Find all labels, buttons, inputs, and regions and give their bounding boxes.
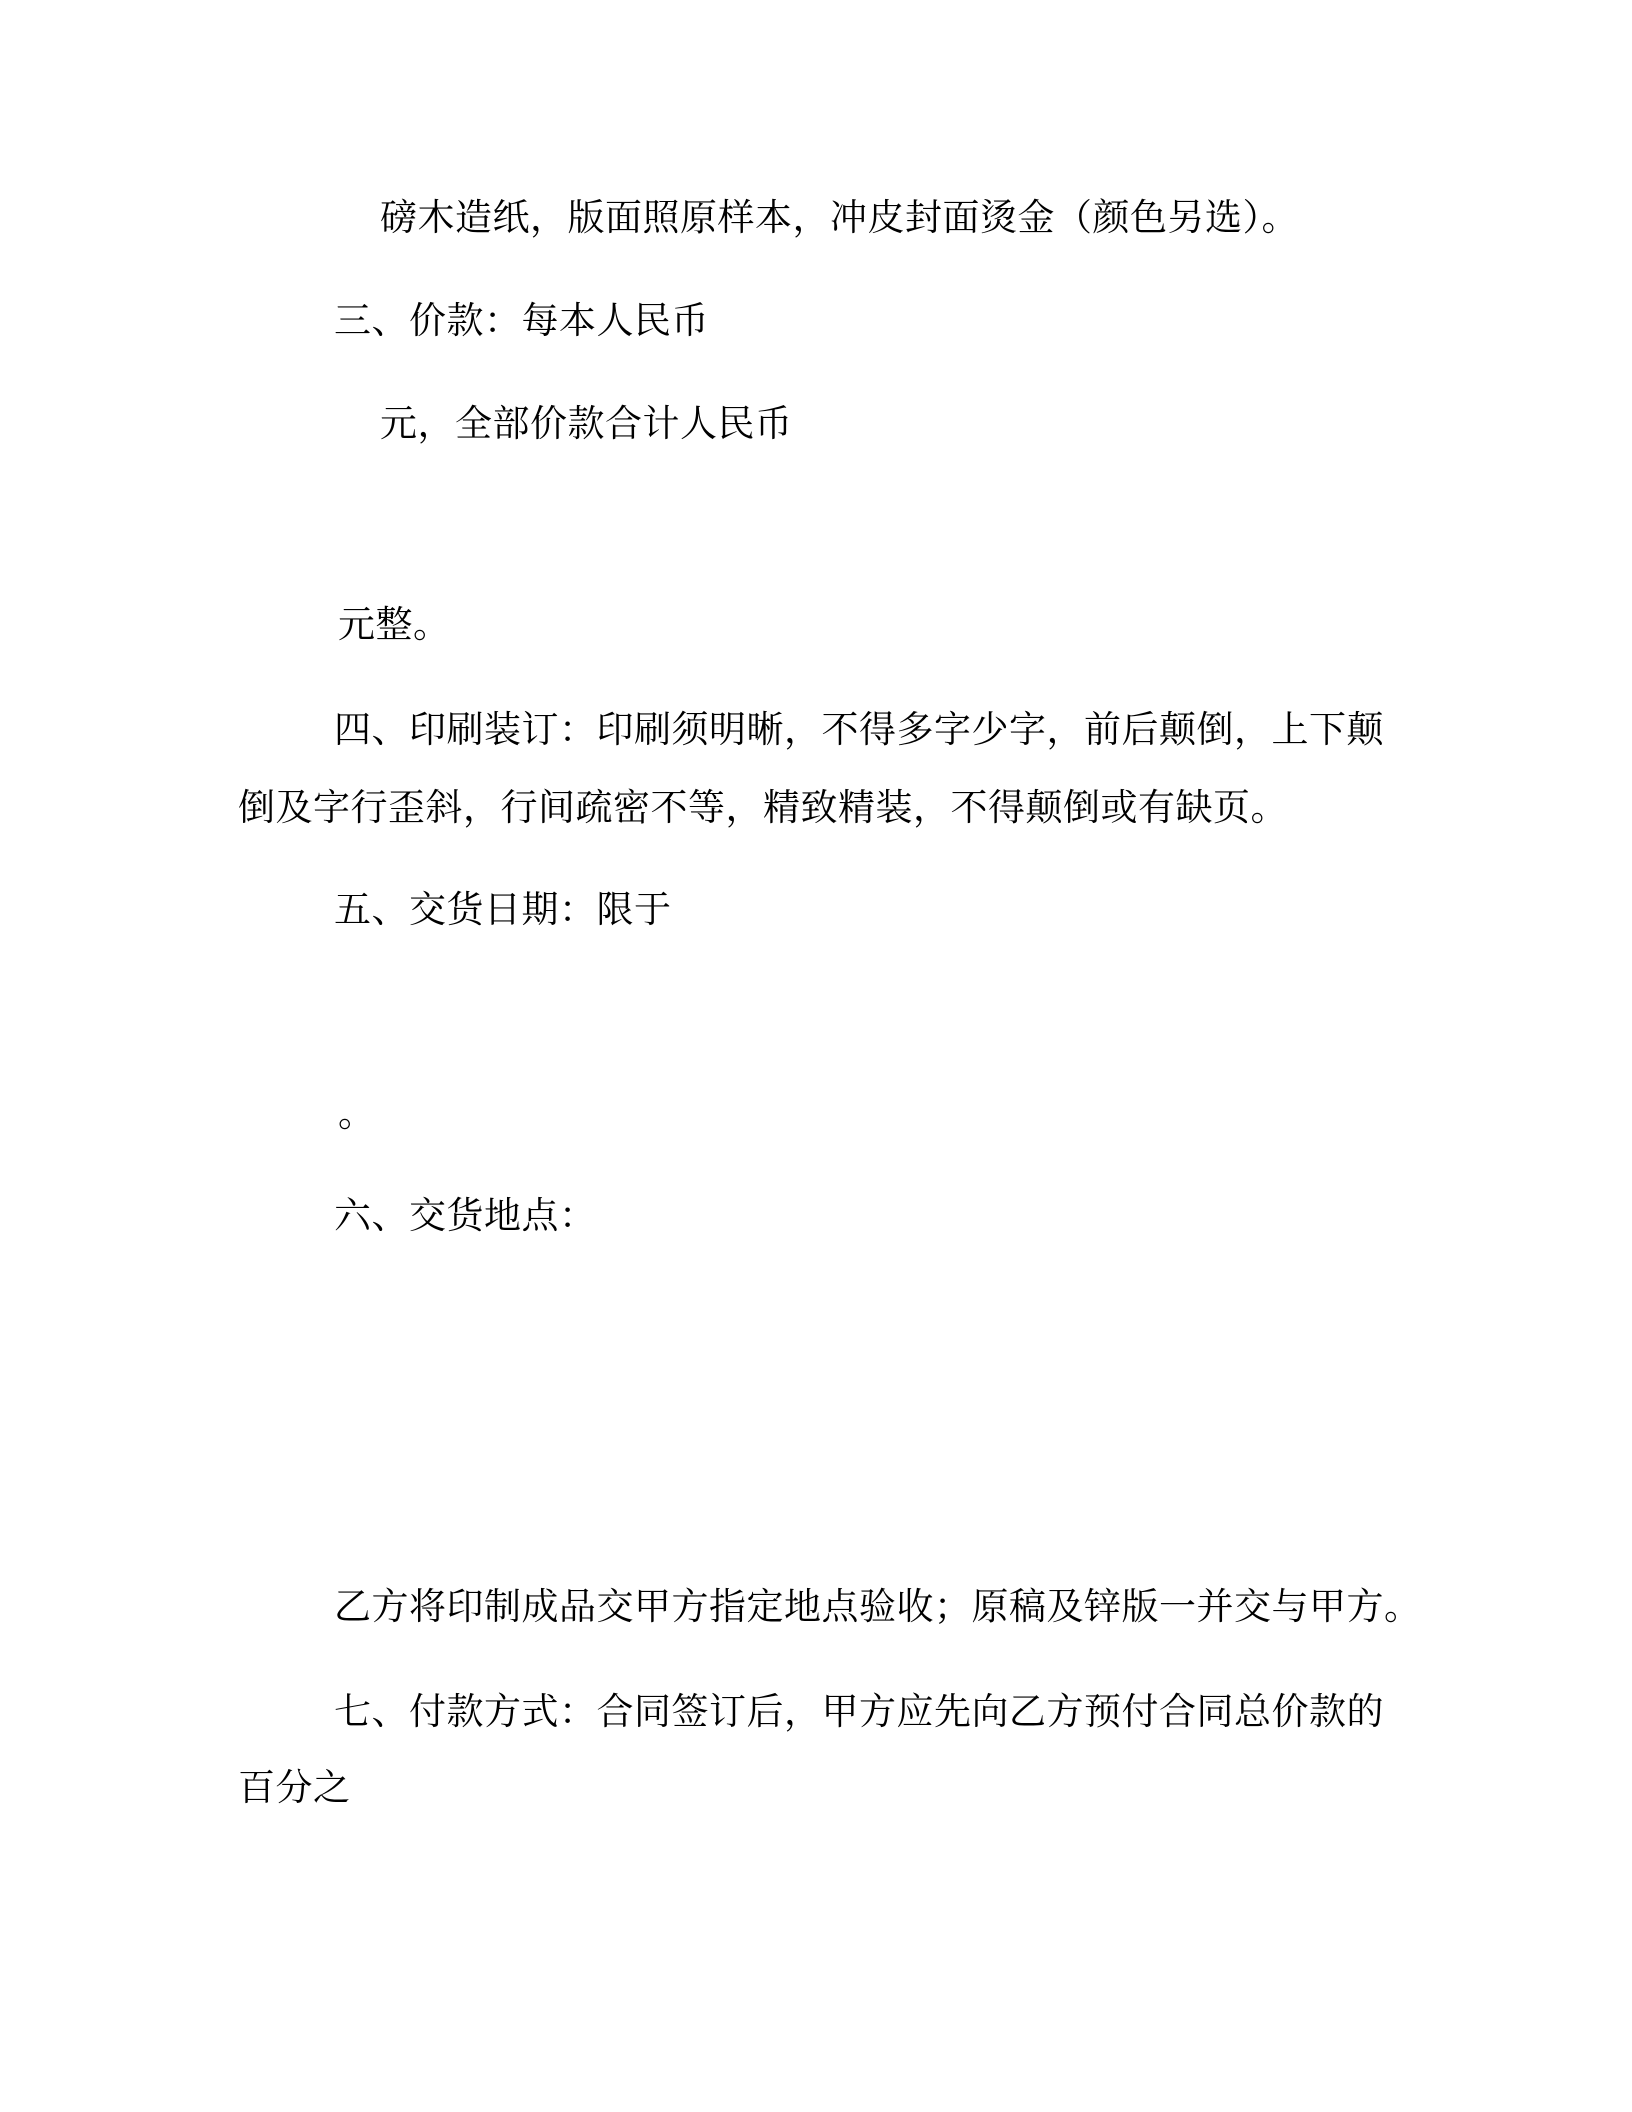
clause-7-payment: 七、付款方式：合同签订后，甲方应先向乙方预付合同总价款的 [334, 1690, 1384, 1733]
clause-7-continuation: 百分之 [238, 1766, 351, 1809]
clause-6-delivery-place: 六、交货地点： [334, 1194, 597, 1237]
text-line-paper-spec: 磅木造纸，版面照原样本，冲皮封面烫金（颜色另选）。 [380, 196, 1299, 239]
text-line-yuan-zheng: 元整。 [338, 603, 451, 646]
text-line-total-price: 元，全部价款合计人民币 [380, 402, 793, 445]
clause-4-continuation: 倒及字行歪斜，行间疏密不等，精致精装，不得颠倒或有缺页。 [238, 786, 1288, 829]
clause-4-printing: 四、印刷装订：印刷须明晰，不得多字少字，前后颠倒，上下颠 [334, 708, 1384, 751]
clause-5-delivery-date: 五、交货日期：限于 [334, 888, 672, 931]
text-line-period: 。 [338, 1092, 376, 1135]
clause-3-price: 三、价款：每本人民币 [334, 299, 709, 342]
text-line-acceptance: 乙方将印制成品交甲方指定地点验收；原稿及锌版一并交与甲方。 [334, 1585, 1422, 1628]
